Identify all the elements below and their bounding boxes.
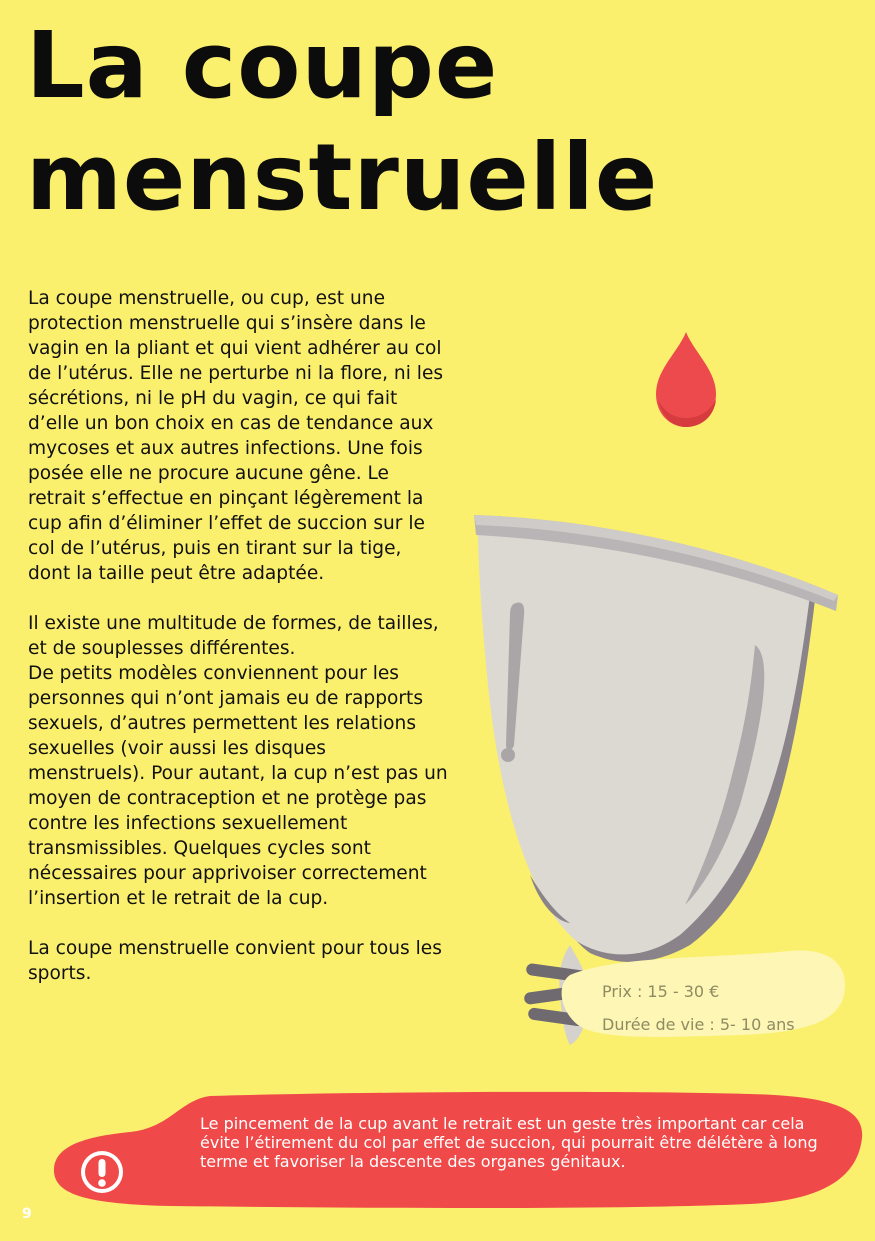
info-box — [602, 975, 795, 1041]
body-text — [28, 286, 448, 1011]
lifespan-text: Durée de vie : 5- 10 ans — [602, 1015, 795, 1034]
page-number: 9 — [22, 1206, 32, 1222]
exclamation-icon — [80, 1150, 124, 1194]
blood-drop-icon — [652, 330, 720, 430]
title-line-2: menstruelle — [26, 124, 659, 231]
paragraph-sports: La coupe menstruelle convient pour tous les sports. — [28, 938, 442, 984]
price-text: Prix : 15 - 30 € — [602, 982, 720, 1001]
paragraph-intro: La coupe menstruelle, ou cup, est une protection menstruelle qui s’insère dans le vagin en la pliant et qui vient adhérer au col de l’utérus. Elle ne perturbe ni la flore, ni les sécrétions, ni le pH du vagin, ce qui fait d’elle un bon choix en cas de tendance aux mycoses et aux autres infections. Une fois posée elle ne procure aucune gêne. Le retrait s’effectue en pinçant légèrement la cup afin d’éliminer l’effet de succion sur le col de l’utérus, puis en tirant sur la tige, dont la taille peut être adaptée. — [28, 288, 444, 584]
paragraph-models: De petits modèles conviennent pour les personnes qui n’ont jamais eu de rapports sexuels, d’autres permettent les relations sexuelles (voir aussi les disques menstruels). Pour autant, la cup n’est pas un moyen de contraception et ne protège pas contre les infections sexuellement transmissibles. Quelques cycles sont nécessaires pour apprivoiser correctement l’insertion et le retrait de la cup. — [28, 663, 448, 909]
page-title — [26, 10, 658, 234]
paragraph-shapes: Il existe une multitude de formes, de tailles, et de souplesses différentes. — [28, 613, 439, 659]
title-line-1: La coupe — [26, 12, 499, 119]
warning-text: Le pincement de la cup avant le retrait est un geste très important car cela évite l’étirement du col par effet de succion, qui pourrait être délétère à long terme et favoriser la descente des organes génitaux. — [200, 1114, 818, 1171]
